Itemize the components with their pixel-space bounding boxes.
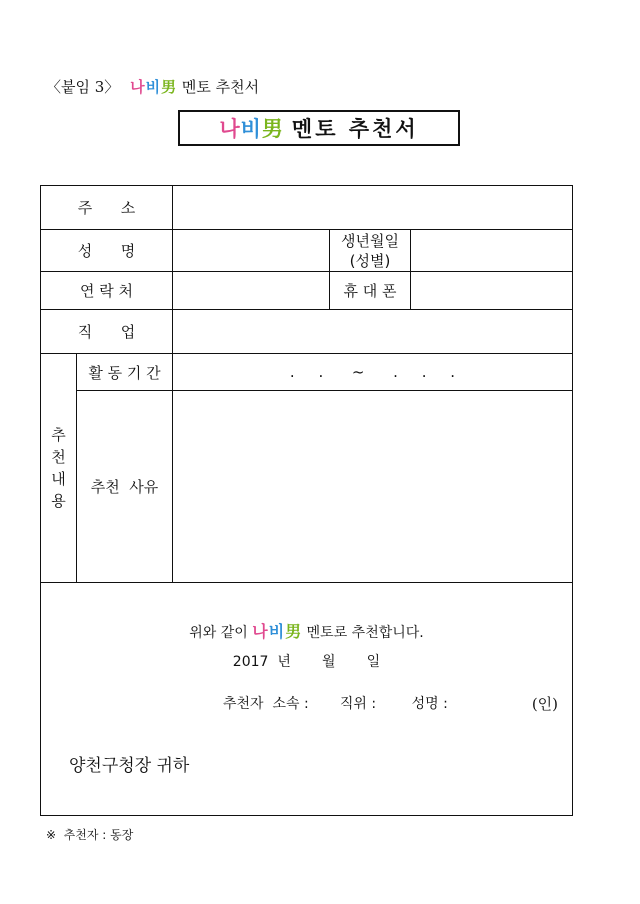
seal-mark: (인) <box>531 695 559 713</box>
recommendation-reason-label: 추천 사유 <box>77 391 173 583</box>
footnote: ※ 추천자 : 동장 <box>46 828 134 842</box>
address-field[interactable] <box>173 186 573 230</box>
contact-label: 연 락 처 <box>41 272 173 310</box>
birth-gender-field[interactable] <box>411 230 573 272</box>
job-label: 직 업 <box>41 310 173 354</box>
recommendation-reason-field[interactable] <box>173 391 573 583</box>
recommender-signature-line: 추천자 소속 : 직위 : 성명 : <box>223 696 448 712</box>
name-field[interactable] <box>173 230 330 272</box>
recommendation-section-label: 추 천 내 용 <box>41 354 77 583</box>
mobile-field[interactable] <box>411 272 573 310</box>
name-label: 성 명 <box>41 230 173 272</box>
addressee: 양천구청장 귀하 <box>69 756 190 776</box>
document-title-box <box>178 110 460 146</box>
recommendation-statement: 위와 같이 나비男 멘토로 추천합니다. <box>189 622 424 641</box>
attachment-heading <box>46 76 259 97</box>
signature-area <box>41 583 573 816</box>
nabinam-logo: 나비男 <box>252 622 303 641</box>
recommendation-form <box>40 185 573 816</box>
birth-gender-label: 생년월일 (성별) <box>330 230 411 272</box>
address-label: 주 소 <box>41 186 173 230</box>
activity-period-field[interactable]: . . ~ . . . <box>173 354 573 391</box>
attachment-prefix: 〈붙임 3〉 <box>46 78 120 96</box>
nabinam-logo: 나비男 <box>219 117 284 141</box>
nabinam-logo: 나비男 <box>130 78 178 96</box>
attachment-title: 멘토 추천서 <box>181 78 260 96</box>
activity-period-label: 활 동 기 간 <box>77 354 173 391</box>
document-title: 멘토 추천서 <box>291 117 419 141</box>
contact-field[interactable] <box>173 272 330 310</box>
job-field[interactable] <box>173 310 573 354</box>
mobile-label: 휴 대 폰 <box>330 272 411 310</box>
date-line: 2017 년 월 일 <box>232 654 381 670</box>
